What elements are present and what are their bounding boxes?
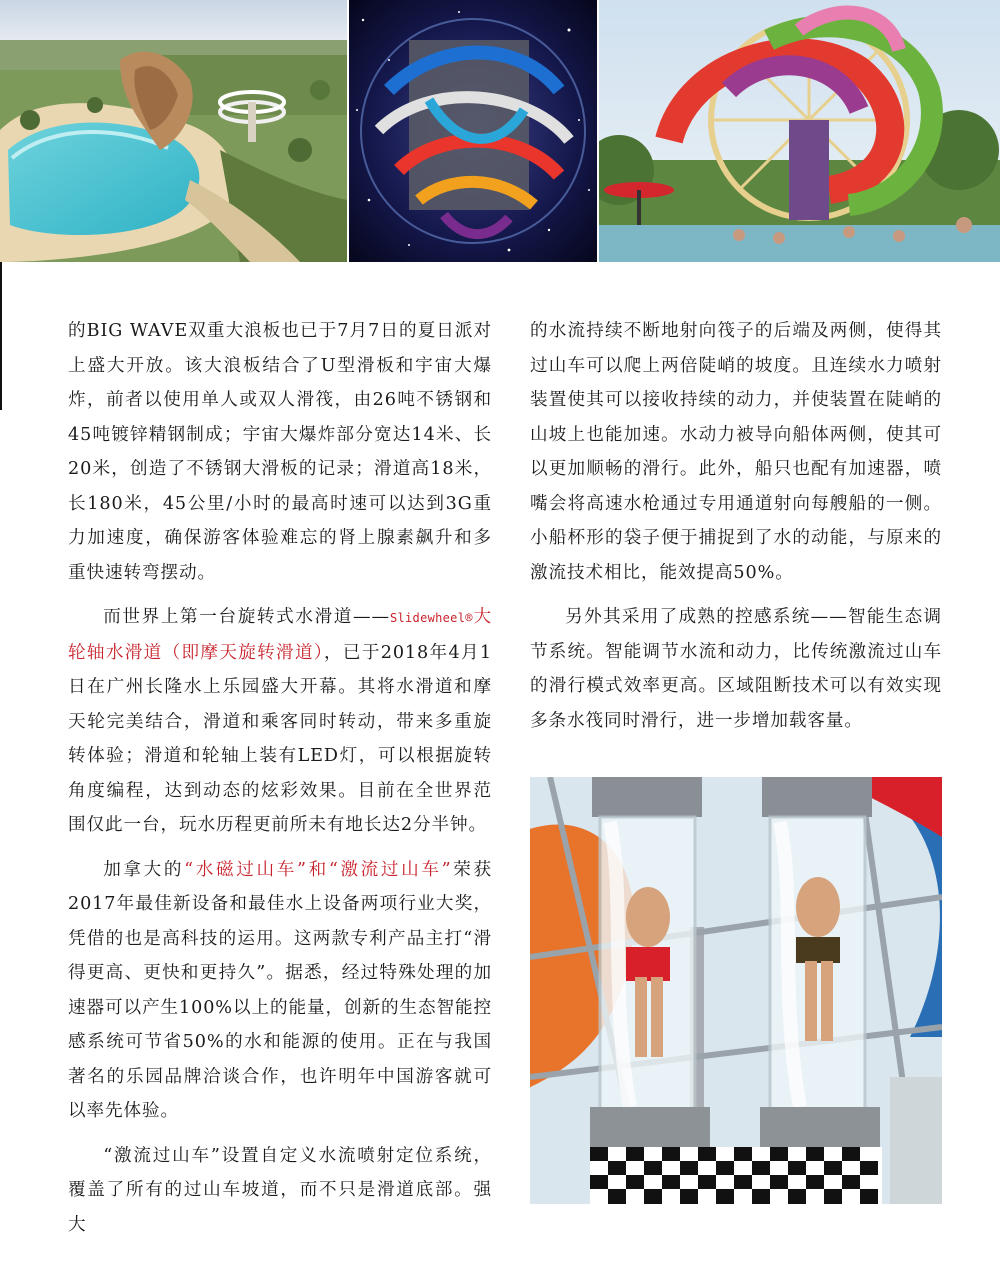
paragraph-water-jet-system: “激流过山车”设置自定义水流喷射定位系统，覆盖了所有的过山车坡道，而不只是滑道底部。强大 <box>68 1145 492 1235</box>
paragraph-big-wave: 的BIG WAVE双重大浪板也已于7月7日的夏日派对上盛大开放。该大浪板结合了U型滑板和宇宙大爆炸，前者以使用单人或双人滑筏，由26吨不锈钢和45吨镀锌精钢制成；宇宙大爆炸部分宽达14米、长20米，创造了不锈钢大滑板的记录；滑道高18米，长180米，45公里/小时的最高时速可以达到3G重力加速度，确保游客体验难忘的肾上腺素飙升和多重快速转弯摆动。 <box>68 321 492 583</box>
paragraph-canada-text-b: 荣获2017年最佳新设备和最佳水上设备两项行业大奖，凭借的也是高科技的运用。这两款专利产品主打“滑得更高、更快和更持久”。据悉，经过特殊处理的加速器可以产生100%以上的能量，创新的生态智能控感系统可节省50%的水和能源的使用。正在与我国著名的乐园品牌洽谈合作，也许明年中国游客就可以率先体验。 <box>68 859 493 1121</box>
margin-rule <box>0 262 2 410</box>
top-photo-strip <box>0 0 1000 262</box>
paragraph-slidewheel <box>68 600 492 843</box>
water-park-wave-pool-photo <box>0 0 347 262</box>
space-slide-photo <box>349 0 597 262</box>
article-right-column <box>530 314 942 738</box>
ferris-wheel-slide-photo <box>599 0 1000 262</box>
paragraph-canada-coasters <box>68 853 492 1129</box>
coaster-names: “水磁过山车”和“激流过山车” <box>184 859 452 880</box>
paragraph-slidewheel-text-a: 而世界上第一台旋转式水滑道—— <box>103 607 390 627</box>
paragraph-control-system: 另外其采用了成熟的控感系统——智能生态调节系统。智能调节水流和动力，比传统激流过山车的滑行模式效率更高。区域阻断技术可以有效实现多条水筏同时滑行，进一步增加载客量。 <box>530 607 942 731</box>
water-coaster-tubes-photo <box>530 777 942 1204</box>
paragraph-canada-text-a: 加拿大的 <box>103 859 185 880</box>
slidewheel-name: 大轮轴水滑道（即摩天旋转滑道） <box>68 607 492 663</box>
article-left-column <box>68 314 492 1242</box>
paragraph-water-flow: 的水流持续不断地射向筏子的后端及两侧，使得其过山车可以爬上两倍陡峭的坡度。且连续水力喷射装置使其可以接收持续的动力，并使装置在陡峭的山坡上也能加速。水动力被导向船体两侧，使其可以更加顺畅的滑行。此外，船只也配有加速器，喷嘴会将高速水枪通过专用通道射向每艘船的一侧。小船杯形的袋子便于捕捉到了水的动能，与原来的激流技术相比，能效提高50%。 <box>530 321 942 583</box>
paragraph-slidewheel-text-b: ，已于2018年4月1日在广州长隆水上乐园盛大开幕。其将水滑道和摩天轮完美结合，滑道和乘客同时转动，带来多重旋转体验；滑道和轮轴上装有LED灯，可以根据旋转角度编程，达到动态的炫彩效果。目前在全世界范围仅此一台，玩水历程更前所未有地长达2分半钟。 <box>68 642 492 835</box>
slidewheel-brand: Slidewheel® <box>389 611 473 625</box>
